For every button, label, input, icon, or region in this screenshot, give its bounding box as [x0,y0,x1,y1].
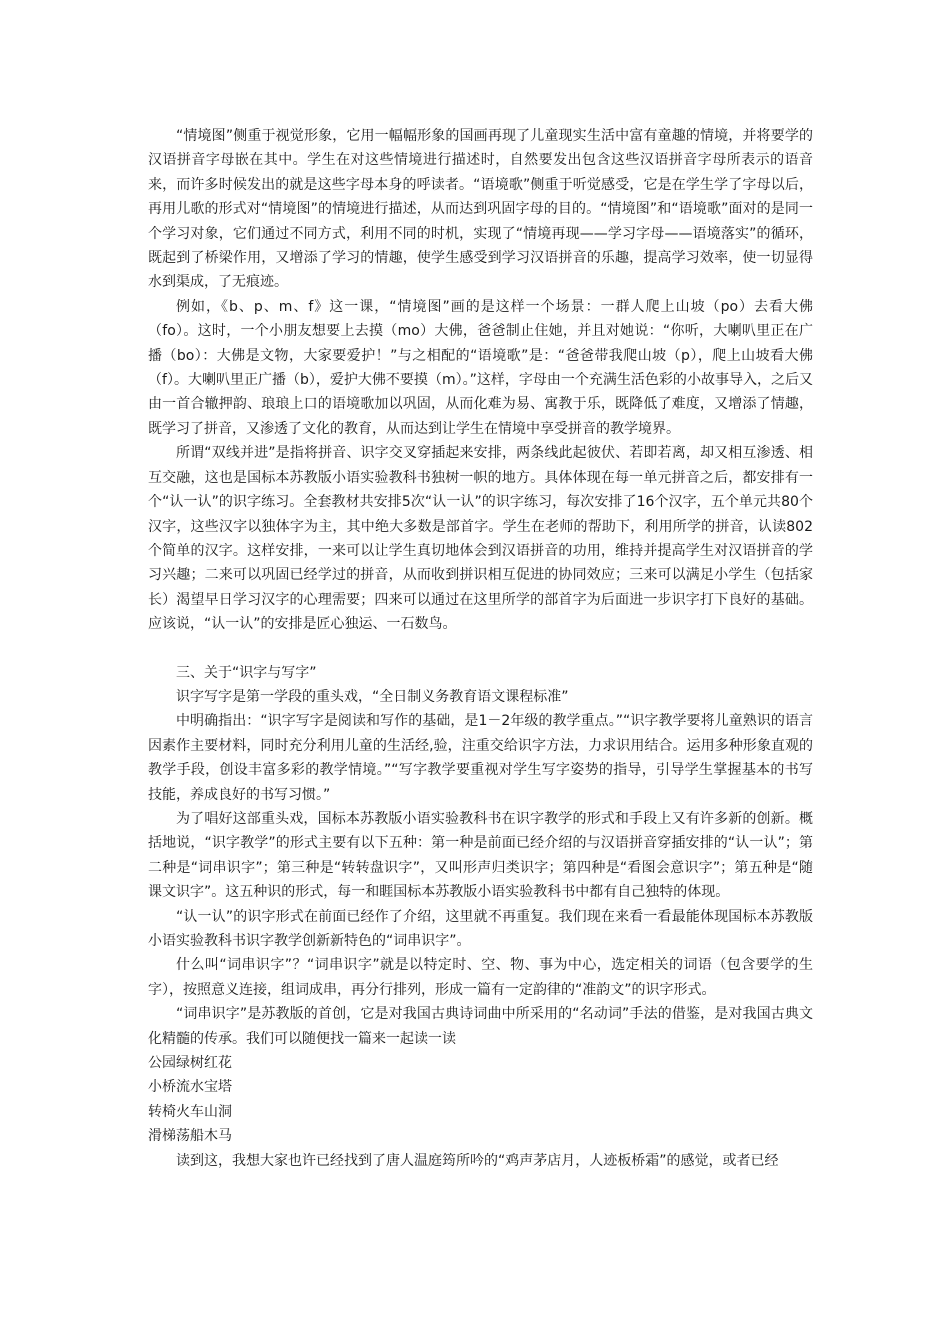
paragraph-curriculum-standard: 中明确指出：“识字写字是阅读和写作的基础，是1－2年级的教学重点。”“识字教学要将儿童熟识的语言因素作主要材料，同时充分利用儿童的生活经,验，注重交给识字方法，力求识用结合。运用多种形象直观的教学手段，创设丰富多彩的教学情境。”“写字教学要重视对学生写字姿势的指导，引导学生掌握基本的书写技能，养成良好的书写习惯。” [148,713,813,803]
poem-line: 滑梯荡船木马 [148,1128,232,1145]
paragraph-example-bpmf: 例如，《b、p、m、f》这一课，“情境图”画的是这样一个场景：一群人爬上山坡（po）去看大佛（fo）。这时，一个小朋友想要上去摸（mo）大佛，爸爸制止住她，并且对她说：“你听，大喇叭里正在广播（bo）：大佛是文物，大家要爱护！”与之相配的“语境歌”是：“爸爸带我爬山坡（p），爬上山坡看大佛（f）。大喇叭里正广播（b），爱护大佛不要摸（m）。”这样，字母由一个充满生活色彩的小故事导入，之后又由一首合辙押韵、琅琅上口的语境歌加以巩固，从而化难为易、寓教于乐，既降低了难度，又增添了情趣，既学习了拼音，又渗透了文化的教育，从而达到让学生在情境中享受拼音的教学境界。 [148,298,813,437]
paragraph-renyiren: “认一认”的识字形式在前面已经作了介绍，这里就不再重复。我们现在来看一看最能体现国标本苏教版小语实验教科书识字教学创新新特色的“词串识字”。 [148,908,813,949]
poem-line: 转椅火车山洞 [148,1103,232,1120]
paragraph-ciquan-origin: “词串识字”是苏教版的首创，它是对我国古典诗词曲中所采用的“名动词”手法的借鉴，是对我国古典文化精髓的传承。我们可以随便找一篇来一起读一读 [148,1006,813,1047]
section-heading: 三、关于“识字与写字” [176,664,317,681]
poem-line: 公园绿树红花 [148,1055,232,1072]
paragraph-closing: 读到这，我想大家也许已经找到了唐人温庭筠所吟的“鸡声茅店月，人迹板桥霜”的感觉，或者已经 [176,1152,779,1169]
paragraph-ciquan-definition: 什么叫“词串识字”？“词串识字”就是以特定时、空、物、事为中心，选定相关的词语（包含要学的生字），按照意义连接，组词成串，再分行排列，形成一篇有一定韵律的“准韵文”的识字形式。 [148,957,813,998]
document-body [148,124,813,1173]
poem-line: 小桥流水宝塔 [148,1079,232,1096]
paragraph-five-forms: 为了唱好这部重头戏，国标本苏教版小语实验教科书在识字教学的形式和手段上又有许多新的创新。概括地说，“识字教学”的形式主要有以下五种：第一种是前面已经介绍的与汉语拼音穿插安排的“认一认”；第二种是“词串识字”；第三种是“转转盘识字”，又叫形声归类识字；第四种是“看图会意识字”；第五种是“随课文识字”。这五种识的形式，每一和睚国标本苏教版小语实验教科书中都有自己独特的体现。 [148,810,813,901]
paragraph-dual-track: 所谓“双线并进”是指将拼音、识字交叉穿插起来安排，两条线此起彼伏、若即若离，却又相互渗透、相互交融，这也是国标本苏教版小语实验教科书独树一帜的地方。具体体现在每一单元拼音之后，都安排有一个“认一认”的识字练习。全套教材共安排5次“认一认”的识字练习，每次安排了16个汉字，五个单元共80个汉字，这些汉字以独体字为主，其中绝大多数是部首字。学生在老师的帮助下，利用所学的拼音，认读802个简单的汉字。这样安排，一来可以让学生真切地体会到汉语拼音的功用，维持并提高学生对汉语拼音的学习兴趣；二来可以巩固已经学过的拼音，从而收到拼识相互促进的协同效应；三来可以满足小学生（包括家长）渴望早日学习汉字的心理需要；四来可以通过在这里所学的部首字为后面进一步识字打下良好的基础。应该说，“认一认”的安排是匠心独运、一石数鸟。 [148,445,813,633]
paragraph-situation-image: “情境图”侧重于视觉形象，它用一幅幅形象的国画再现了儿童现实生活中富有童趣的情境，并将要学的汉语拼音字母嵌在其中。学生在对这些情境进行描述时，自然要发出包含这些汉语拼音字母所表示的语音来，而许多时候发出的就是这些字母本身的呼读者。“语境歌”侧重于听觉感受，它是在学生学了字母以后，再用儿歌的形式对“情境图”的情境进行描述，从而达到巩固字母的目的。“情境图”和“语境歌”面对的是同一个学习对象，它们通过不同方式，利用不同的时机，实现了“情境再现——学习字母——语境落实”的循环，既起到了桥梁作用，又增添了学习的情趣，使学生感受到学习汉语拼音的乐趣，提高学习效率，使一切显得水到渠成，了无痕迹。 [148,128,813,291]
section-intro-line: 识字写字是第一学段的重头戏，“全日制义务教育语文课程标准” [176,688,569,705]
